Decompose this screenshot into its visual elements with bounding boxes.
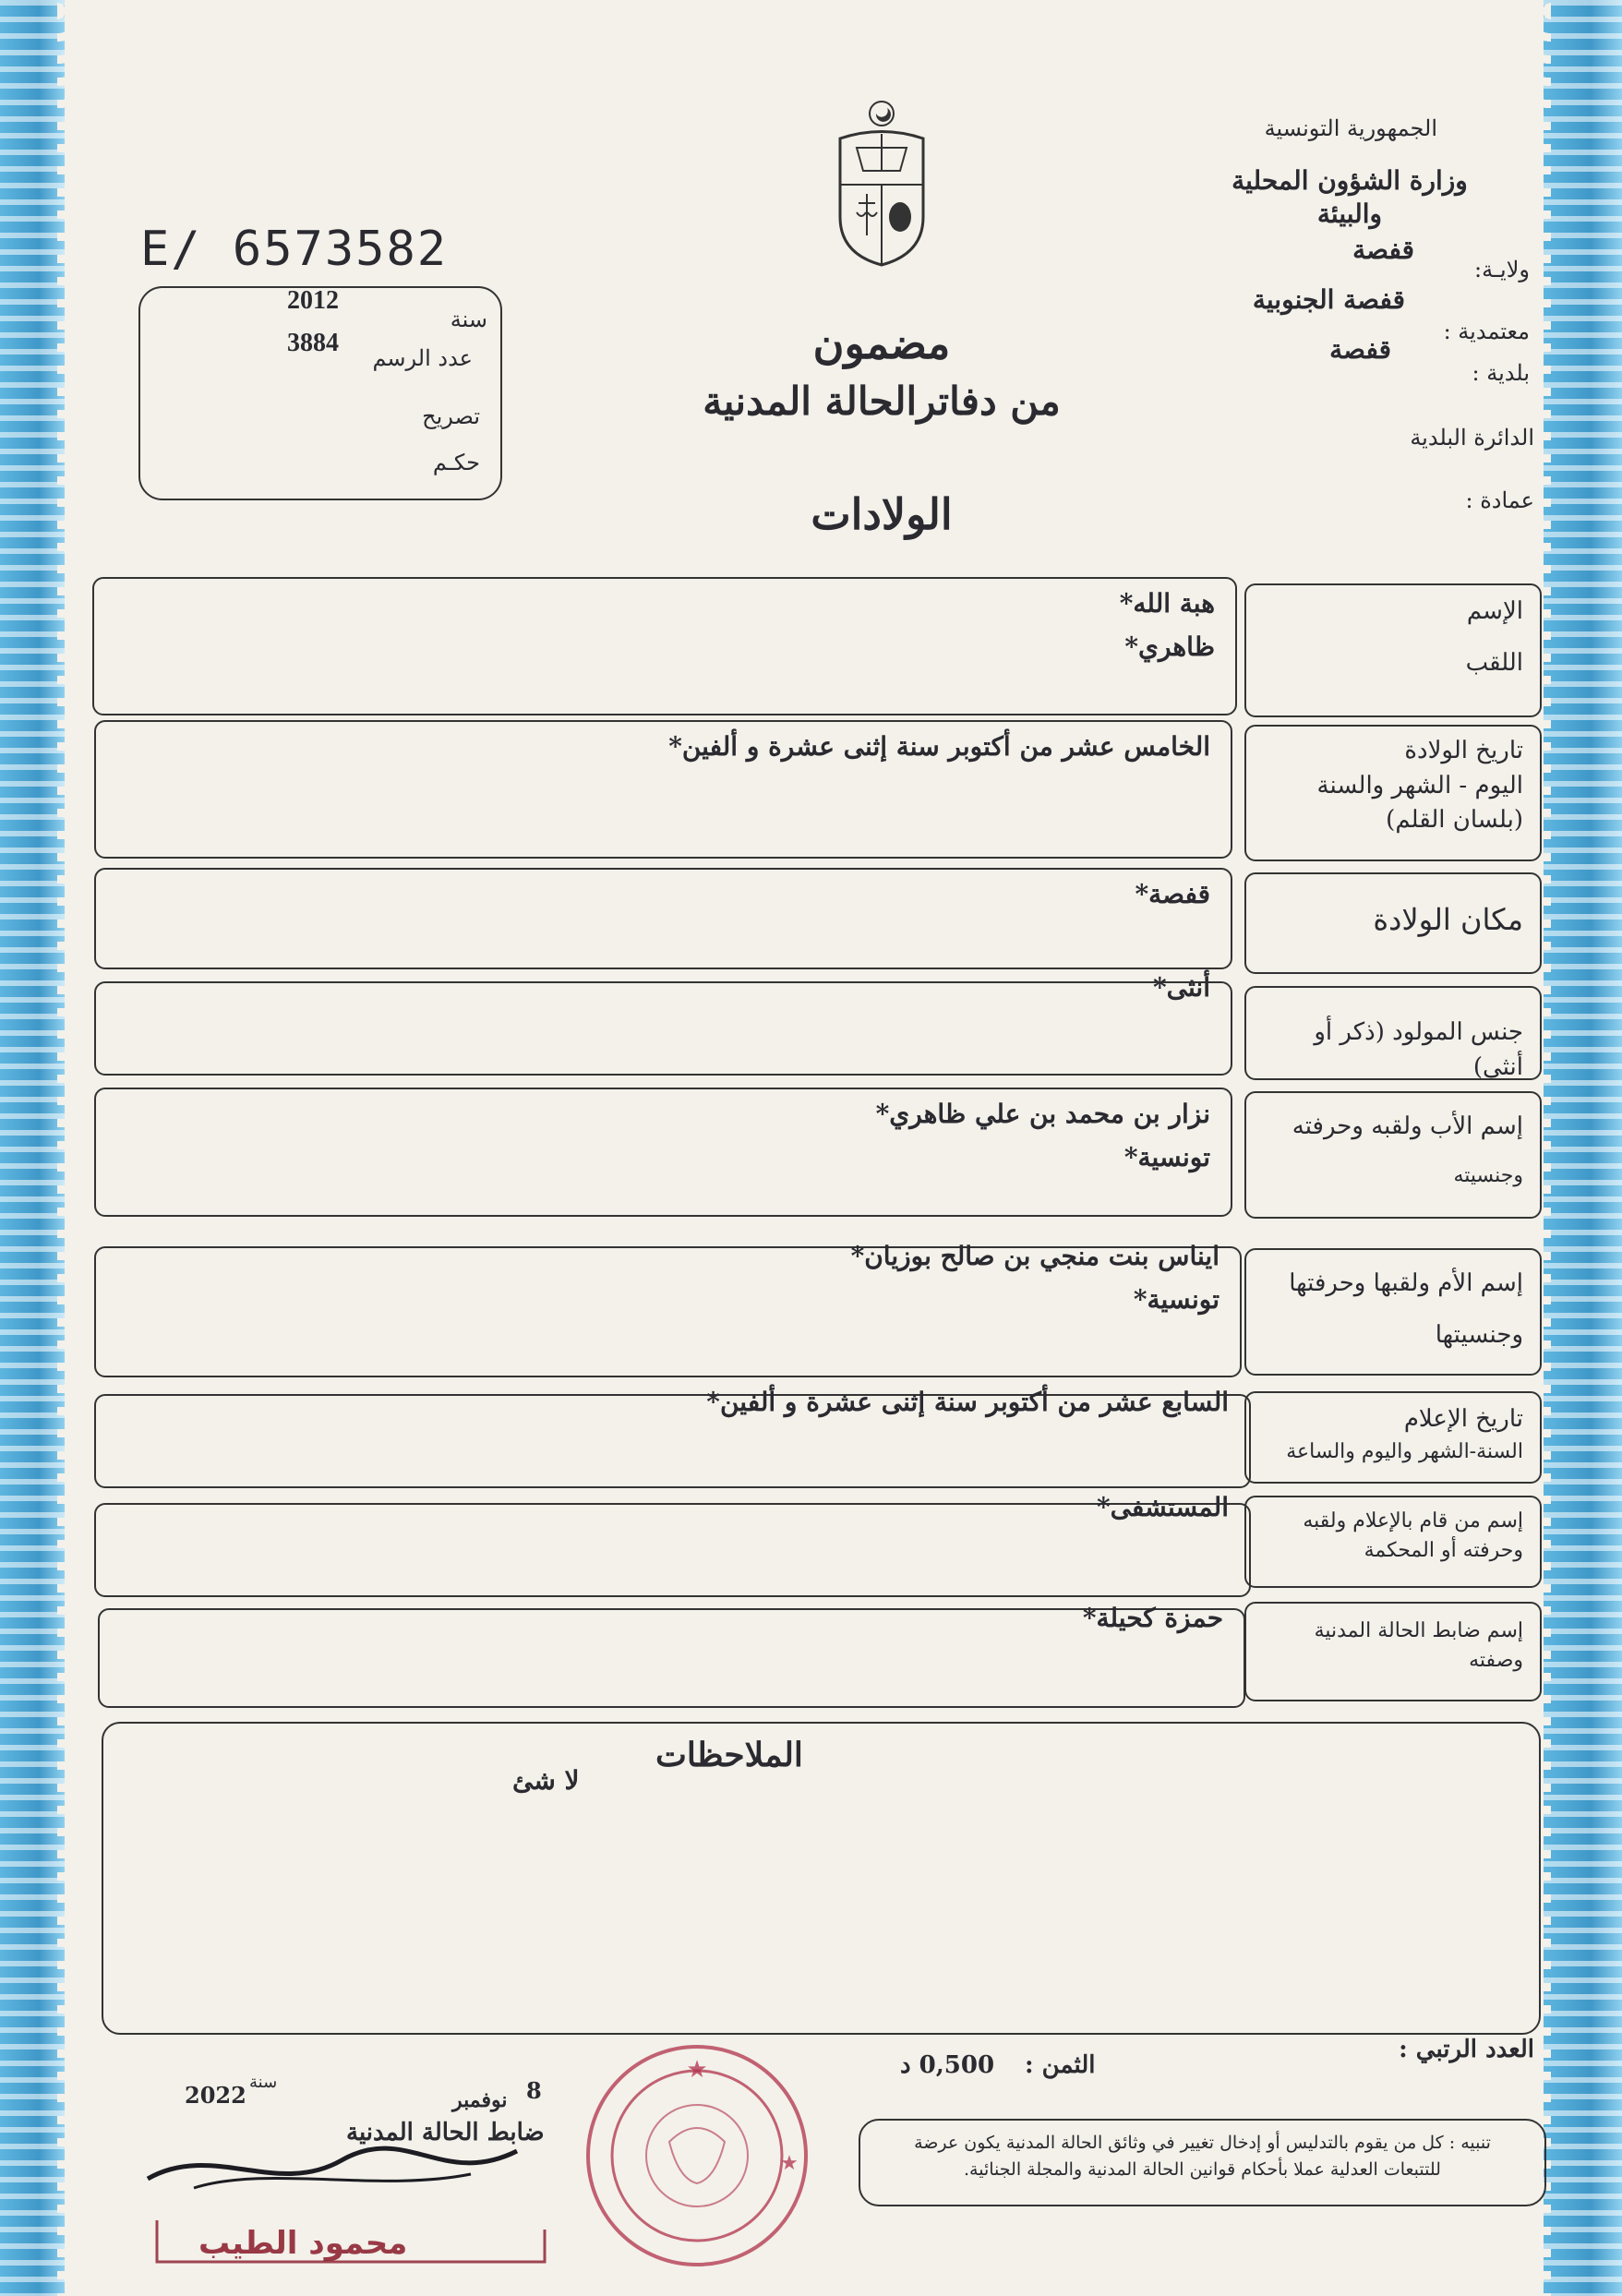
declarant-label-box	[1244, 1496, 1542, 1588]
declarant-value-box	[94, 1492, 1251, 1597]
notes-value: لا شئ	[512, 1765, 580, 1796]
signature-stroke-icon	[138, 2123, 526, 2206]
warning-line-1: تنبيه : كل من يقوم بالتدليس أو إدخال تغيير في وثائق الحالة المدنية يكون عرضة	[914, 2133, 1491, 2153]
signature-bracket-icon	[138, 2216, 563, 2271]
warning-line-2: للتتبعات العدلية عملا بأحكام قوانين الحالة المدنية والمجلة الجنائية.	[964, 2159, 1441, 2181]
notes-title: الملاحظات	[655, 1736, 803, 1774]
issue-year-value: 2022	[185, 2082, 246, 2109]
wilaya-label: ولايـة:	[1474, 257, 1530, 282]
record-label: عدد الرسم	[372, 345, 473, 371]
mother-nationality-label: وجنسيتها	[1435, 1320, 1523, 1349]
name-label-box	[1244, 583, 1542, 717]
officer-label-box	[1244, 1602, 1542, 1701]
declaration-date-value: السابع عشر من أكتوبر سنة إثنى عشرة و ألفين*	[706, 1387, 1229, 1417]
decorative-border-left	[0, 0, 65, 2296]
republic-label: الجمهورية التونسية	[1264, 115, 1437, 141]
svg-text:★: ★	[780, 2152, 799, 2175]
birth-place-label: مكان الولادة	[1373, 902, 1523, 937]
year-label: سنة	[450, 307, 487, 332]
mother-name-value: ايناس بنت منجي بن صالح بوزيان*	[850, 1241, 1220, 1271]
surname-label: اللقب	[1465, 648, 1523, 677]
title-births: الولادات	[811, 489, 953, 539]
declaration-date-label-box	[1244, 1391, 1542, 1484]
declarant-value: المستشفى*	[1096, 1492, 1229, 1522]
father-label-box	[1244, 1091, 1542, 1219]
declarant-sublabel: وحرفته أو المحكمة	[1364, 1538, 1523, 1562]
motamadiya-label: معتمدية :	[1443, 319, 1530, 344]
father-value-box	[94, 1088, 1232, 1217]
issue-day: 8	[526, 2077, 542, 2104]
mother-label: إسم الأم ولقبها وحرفتها	[1289, 1269, 1523, 1297]
notes-box	[102, 1722, 1541, 2035]
serial-number-label: العدد الرتبي :	[1399, 2036, 1534, 2063]
legal-warning-box	[859, 2119, 1546, 2206]
omada-label: عمادة :	[1465, 487, 1534, 513]
birth-date-note: (بلسان القلم)	[1386, 806, 1523, 835]
officer-title: ضابط الحالة المدنية	[346, 2119, 545, 2146]
birth-date-sublabel: اليوم - الشهر والسنة	[1316, 771, 1523, 799]
declarant-label: إسم من قام بالإعلام ولقبه	[1303, 1509, 1523, 1533]
birth-place-label-box	[1244, 872, 1542, 974]
declaration-date-label: تاريخ الإعلام	[1403, 1405, 1523, 1433]
first-name-value: هبة الله*	[1119, 588, 1215, 619]
mother-nationality-value: تونسية*	[1133, 1284, 1220, 1315]
ministry-label: وزارة الشؤون المحلية والبيئة	[1232, 165, 1468, 230]
record-value: 3884	[287, 329, 339, 357]
decorative-border-right	[1544, 0, 1622, 2296]
birth-date-value: الخامس عشر من أكتوبر سنة إثنى عشرة و ألفين*	[668, 731, 1210, 762]
declaration-date-value-box	[94, 1387, 1251, 1488]
declaration-label: تصريح	[422, 403, 480, 429]
year-value: 2012	[287, 286, 339, 315]
baladiya-value: قفصة	[1329, 334, 1391, 365]
wilaya-value: قفصة	[1352, 234, 1414, 265]
birth-date-label: تاريخ الولادة	[1404, 737, 1523, 764]
baladiya-label: بلدية :	[1472, 360, 1530, 386]
officer-label: إسم ضابط الحالة المدنية	[1314, 1619, 1523, 1642]
birth-date-value-box	[94, 720, 1232, 859]
svg-text:★: ★	[686, 2056, 708, 2084]
birth-date-label-box	[1244, 725, 1542, 861]
signatory-name: محمود الطيب	[198, 2225, 408, 2262]
issue-year-label: سنة	[249, 2073, 278, 2092]
birth-place-value-box	[94, 868, 1232, 969]
reference-box	[138, 286, 502, 500]
declaration-date-sublabel: السنة-الشهر واليوم والساعة	[1286, 1439, 1523, 1463]
price-value: 0,500 د	[900, 2051, 995, 2079]
tunisia-coat-of-arms-icon	[831, 97, 932, 268]
father-label: إسم الأب ولقبه وحرفته	[1292, 1112, 1523, 1140]
name-value-box	[92, 577, 1237, 715]
surname-value: ظاهري*	[1124, 631, 1215, 662]
father-name-value: نزار بن محمد بن علي ظاهري*	[875, 1099, 1210, 1129]
sex-label-box	[1244, 986, 1542, 1080]
motamadiya-value: قفصة الجنوبية	[1252, 284, 1405, 315]
title-content: مضمون	[812, 319, 951, 368]
birth-place-value: قفصة*	[1135, 879, 1210, 909]
district-label: الدائرة البلدية	[1410, 425, 1534, 451]
officer-value: حمزة كحيلة*	[1082, 1603, 1223, 1633]
sex-value: أنثى*	[1152, 972, 1210, 1003]
document-paper	[65, 0, 1544, 2296]
father-nationality-label: وجنسيته	[1453, 1163, 1523, 1187]
judgment-label: حكـم	[432, 450, 480, 475]
official-stamp-icon	[582, 2040, 812, 2271]
price-label: الثمن :	[1025, 2051, 1096, 2079]
issue-month: نوفمبر	[452, 2088, 508, 2112]
sex-value-box	[94, 972, 1232, 1076]
mother-value-box	[94, 1241, 1242, 1377]
father-nationality-value: تونسية*	[1123, 1142, 1210, 1172]
sex-label: جنس المولود (ذكر أو أنثى)	[1314, 1018, 1523, 1081]
officer-value-box	[98, 1603, 1245, 1708]
mother-label-box	[1244, 1248, 1542, 1376]
document-reference-number: E/ 6573582	[140, 222, 449, 277]
first-name-label: الإسم	[1466, 597, 1523, 625]
title-registers: من دفاترالحالة المدنية	[703, 379, 1061, 424]
officer-sublabel: وصفته	[1469, 1648, 1523, 1672]
